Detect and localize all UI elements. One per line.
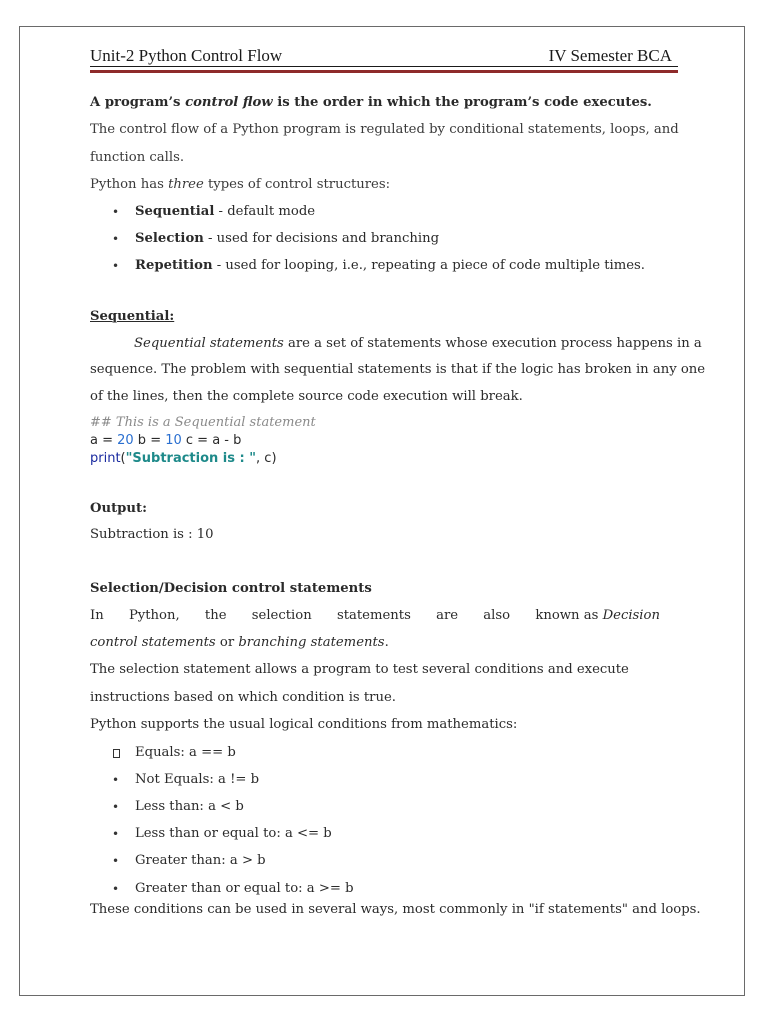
types-three: three bbox=[168, 177, 204, 192]
selection-heading: Selection/Decision control statements bbox=[90, 581, 372, 596]
list-item-desc: - used for looping, i.e., repeating a piece of code multiple times. bbox=[212, 258, 645, 273]
sequential-line1 bbox=[134, 336, 702, 351]
list-item-desc: - used for decisions and branching bbox=[203, 231, 440, 246]
text-period: . bbox=[384, 635, 389, 650]
sequential-line3: of the lines, then the complete source code execution will break. bbox=[90, 389, 523, 404]
selection-line5: Python supports the usual logical conditions from mathematics: bbox=[90, 717, 518, 732]
sequential-heading: Sequential: bbox=[90, 309, 175, 324]
bullet-icon: • bbox=[112, 232, 120, 246]
code-assignment-line bbox=[90, 433, 241, 448]
selection-justified-line bbox=[90, 608, 660, 623]
intro-para-line2: function calls. bbox=[90, 150, 185, 165]
types-c: types of control structures: bbox=[203, 177, 391, 192]
selection-line2 bbox=[90, 635, 389, 650]
bullet-icon: • bbox=[112, 827, 120, 841]
code-b: b = bbox=[133, 433, 166, 448]
bullet-icon: • bbox=[112, 882, 120, 896]
code-print-line bbox=[90, 451, 277, 466]
word: Python, bbox=[128, 608, 180, 623]
word: In bbox=[90, 608, 104, 623]
code-string: "Subtraction is : " bbox=[125, 451, 257, 466]
condition-item: Greater than or equal to: a >= b bbox=[135, 881, 354, 896]
code-paren-open: ( bbox=[120, 451, 126, 466]
intro-para-line1: The control flow of a Python program is regulated by conditional statements, loops, and bbox=[90, 122, 679, 137]
code-c: c = a - b bbox=[181, 433, 242, 448]
intro-definition-a: A program’s bbox=[90, 95, 186, 110]
condition-item: Less than: a < b bbox=[135, 799, 244, 814]
sequential-term: Sequential statements bbox=[134, 336, 284, 351]
word: also bbox=[483, 608, 511, 623]
code-print-keyword: print bbox=[90, 451, 121, 466]
word: are bbox=[436, 608, 459, 623]
list-item bbox=[135, 204, 315, 219]
term-branching-statements: branching statements bbox=[238, 635, 385, 650]
missing-glyph-icon bbox=[113, 749, 120, 758]
intro-definition-c: is the order in which the program’s code executes. bbox=[272, 95, 652, 110]
selection-line3: The selection statement allows a program to test several conditions and execute bbox=[90, 662, 629, 677]
code-b-value: 10 bbox=[165, 433, 182, 448]
bullet-icon: • bbox=[112, 259, 120, 273]
intro-types-line bbox=[90, 177, 390, 192]
output-heading: Output: bbox=[90, 501, 147, 516]
text-or: or bbox=[215, 635, 239, 650]
word: the bbox=[204, 608, 227, 623]
code-comment: ## This is a Sequential statement bbox=[90, 415, 316, 430]
bullet-icon: • bbox=[112, 205, 120, 219]
bullet-icon: • bbox=[112, 854, 120, 868]
term-control-statements: control statements bbox=[90, 635, 216, 650]
word: selection bbox=[251, 608, 312, 623]
header-rule-thick bbox=[90, 70, 678, 73]
word-italic: Decision bbox=[602, 608, 660, 623]
intro-definition bbox=[90, 95, 652, 110]
code-paren-close: , c) bbox=[256, 451, 277, 466]
bullet-icon: • bbox=[112, 800, 120, 814]
selection-line4: instructions based on which condition is true. bbox=[90, 690, 396, 705]
condition-item: Less than or equal to: a <= b bbox=[135, 826, 332, 841]
list-item-term: Repetition bbox=[135, 258, 213, 273]
list-item-term: Sequential bbox=[135, 204, 215, 219]
word: known as bbox=[535, 608, 599, 623]
condition-item: Equals: a == b bbox=[135, 745, 236, 760]
header-unit-title: Unit-2 Python Control Flow bbox=[90, 46, 283, 65]
header-rule-thin bbox=[90, 66, 678, 67]
page-header bbox=[90, 46, 678, 68]
header-semester: IV Semester BCA bbox=[548, 46, 672, 65]
list-item-desc: - default mode bbox=[214, 204, 316, 219]
types-a: Python has bbox=[90, 177, 169, 192]
sequential-line1-rest: are a set of statements whose execution process happens in a bbox=[283, 336, 702, 351]
list-item bbox=[135, 231, 439, 246]
code-a: a = bbox=[90, 433, 118, 448]
condition-item: Not Equals: a != b bbox=[135, 772, 260, 787]
selection-closing: These conditions can be used in several ways, most commonly in "if statements" and loops. bbox=[90, 902, 701, 917]
output-text: Subtraction is : 10 bbox=[90, 527, 214, 542]
list-item bbox=[135, 258, 645, 273]
bullet-icon: • bbox=[112, 773, 120, 787]
word: statements bbox=[336, 608, 411, 623]
intro-definition-term: control flow bbox=[185, 95, 273, 110]
list-item-term: Selection bbox=[135, 231, 204, 246]
sequential-line2: sequence. The problem with sequential statements is that if the logic has broken in any one bbox=[90, 362, 706, 377]
code-a-value: 20 bbox=[117, 433, 134, 448]
word-group bbox=[535, 608, 660, 623]
condition-item: Greater than: a > b bbox=[135, 853, 266, 868]
